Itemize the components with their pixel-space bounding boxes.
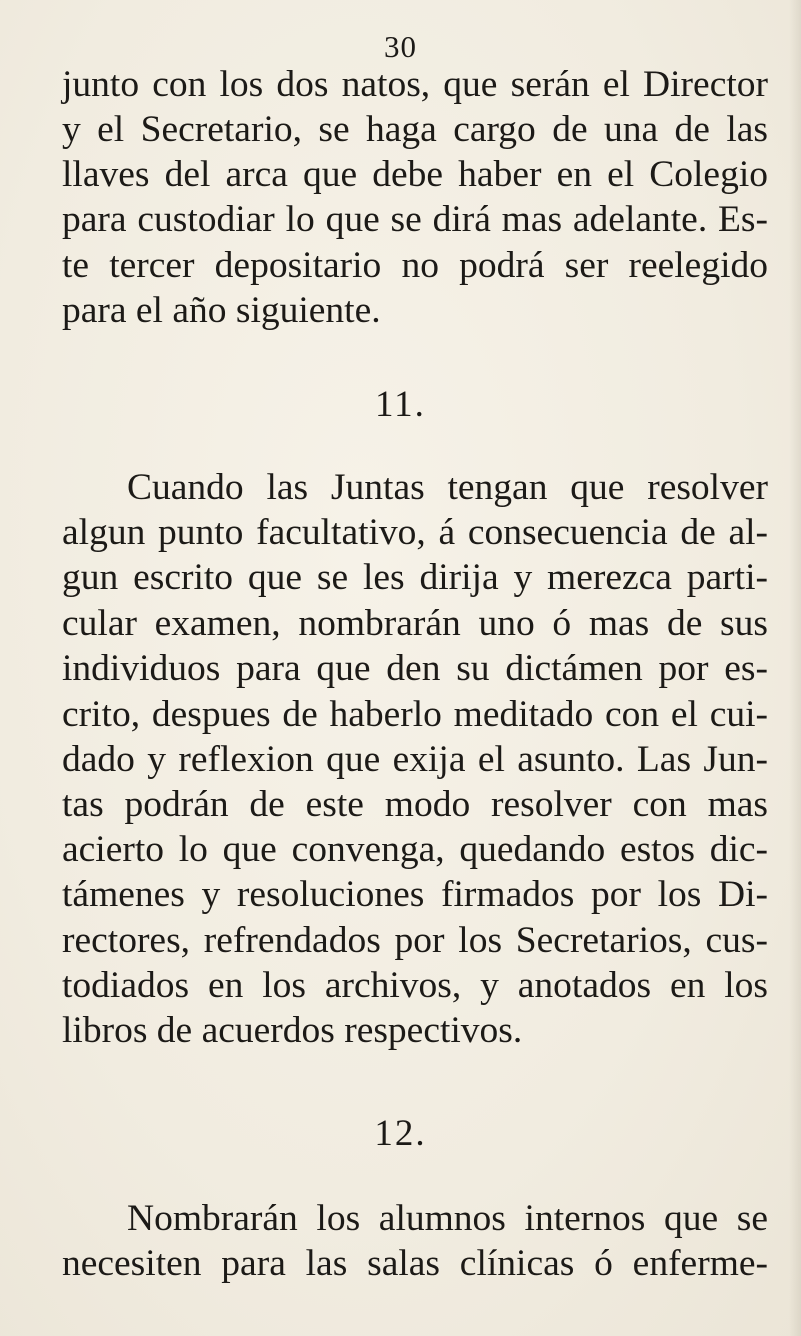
page-number: 30 — [384, 29, 417, 64]
text-line: rectores, refrendados por los Secretarios, cus- — [62, 920, 768, 961]
text-line: te tercer depositario no podrá ser reelegido — [62, 245, 768, 286]
text-line: tas podrán de este modo resolver con mas — [62, 784, 768, 825]
text-line: para custodiar lo que se dirá mas adelante. Es- — [62, 199, 768, 240]
text-line: para el año siguiente. — [62, 290, 381, 331]
text-line: junto con los dos natos, que serán el Director — [62, 64, 768, 105]
text-line: gun escrito que se les dirija y merezca parti- — [62, 557, 768, 598]
text-line: llaves del arca que debe haber en el Colegio — [62, 154, 768, 195]
text-line: dado y reflexion que exija el asunto. Las Jun- — [62, 739, 768, 780]
text-line: Cuando las Juntas tengan que resolver — [127, 467, 768, 508]
section-number: 11. — [375, 384, 426, 425]
text-line: acierto lo que convenga, quedando estos dic- — [62, 829, 768, 870]
text-line: cular examen, nombrarán uno ó mas de sus — [62, 603, 768, 644]
section-number: 12. — [374, 1113, 427, 1154]
text-line: necesiten para las salas clínicas ó enferme- — [62, 1243, 768, 1284]
text-line: támenes y resoluciones firmados por los Di- — [62, 874, 768, 915]
text-line: todiados en los archivos, y anotados en los — [62, 965, 768, 1006]
text-line: individuos para que den su dictámen por es- — [62, 648, 768, 689]
text-line: libros de acuerdos respectivos. — [62, 1010, 523, 1051]
text-line: crito, despues de haberlo meditado con el cui- — [62, 694, 768, 735]
text-line: algun punto facultativo, á consecuencia de al- — [62, 512, 768, 553]
text-line: y el Secretario, se haga cargo de una de las — [62, 109, 768, 150]
text-line: Nombrarán los alumnos internos que se — [127, 1198, 768, 1239]
